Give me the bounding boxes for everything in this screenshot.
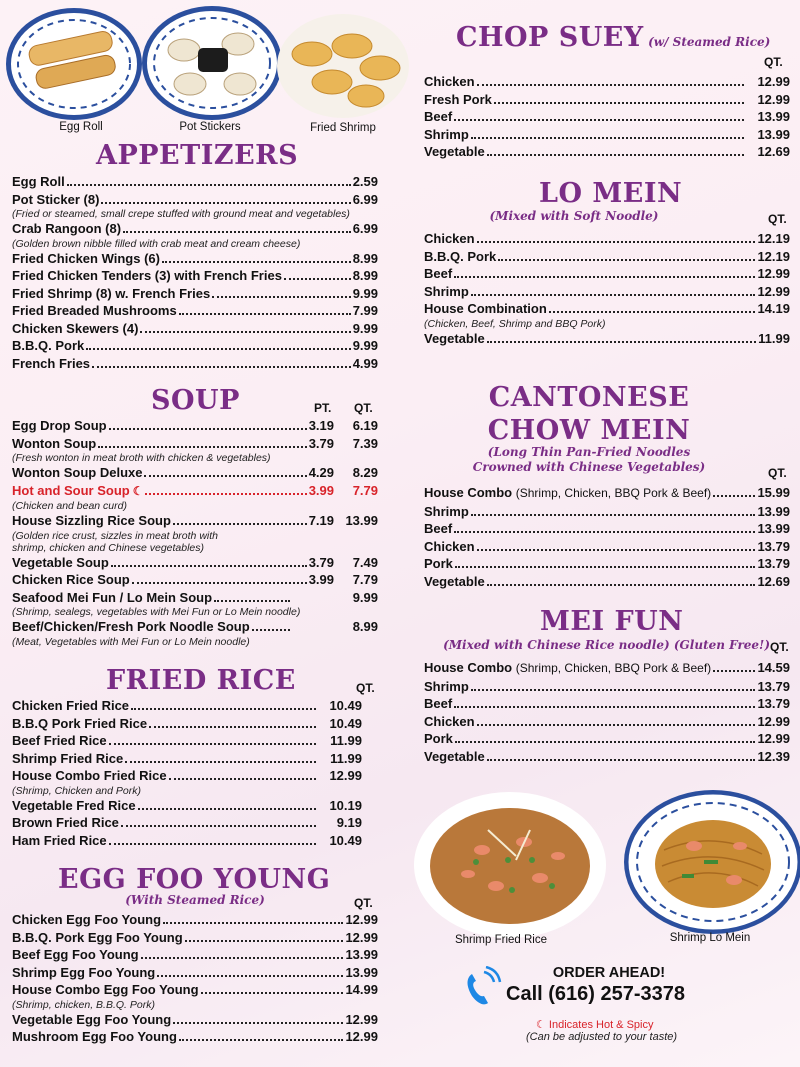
menu-item: Beef 12.99: [424, 266, 790, 281]
menu-item: Vegetable 12.69: [424, 573, 790, 589]
menu-item: House Combination 14.19: [424, 301, 790, 316]
menu-item: Mushroom Egg Foo Young 12.99: [12, 1029, 378, 1044]
mei-fun-title: MEI FUN: [540, 606, 684, 637]
soup-section: [12, 385, 378, 648]
menu-item: Beef Egg Foo Young 13.99: [12, 947, 378, 962]
appetizers-section: [12, 140, 378, 371]
menu-item: Chicken 12.19: [424, 231, 790, 246]
menu-item: House Combo (Shrimp, Chicken, BBQ Pork & Beef) 14.59: [424, 660, 790, 675]
shrimp-fried-rice-photo: [412, 790, 608, 940]
item-note: (Meat, Vegetables with Mei Fun or Lo Mein noodle): [12, 635, 250, 648]
menu-item: Egg Drop Soup 3.19 6.19: [12, 418, 378, 433]
menu-item: Shrimp Fried Rice 11.99: [12, 750, 362, 766]
pepper-icon: ☾: [536, 1019, 549, 1031]
lo-mein-title: LO MEIN: [539, 178, 683, 209]
cantonese-title-1: CANTONESE: [488, 382, 690, 413]
shrimp-lo-mein-photo: [624, 790, 800, 934]
soup-list: [12, 417, 378, 648]
fried-rice-title: FRIED RICE: [106, 665, 296, 696]
menu-item: Chicken Egg Foo Young 12.99: [12, 912, 378, 927]
phone-icon: [462, 966, 502, 1008]
pot-stickers-caption: Pot Stickers: [179, 121, 241, 133]
pepper-icon: ☾: [132, 483, 144, 498]
mei-fun-list: [424, 659, 790, 765]
item-note: (Golden brown nibble filled with crab meat and cream cheese): [12, 237, 301, 250]
menu-item: Beef 13.99: [424, 521, 790, 536]
menu-item: House Sizzling Rice Soup 7.19 13.99: [12, 513, 378, 528]
fried-shrimp-caption: Fried Shrimp: [310, 122, 376, 134]
fried-rice-section: [12, 665, 378, 848]
menu-item: Beef 13.79: [424, 696, 790, 711]
menu-item: Shrimp 13.79: [424, 678, 790, 694]
egg-roll-caption: Egg Roll: [59, 121, 103, 133]
mei-fun-subtitle: (Mixed with Chinese Rice noodle) (Gluten Free!): [443, 638, 770, 652]
menu-item: Wonton Soup Deluxe 4.29 8.29: [12, 465, 378, 480]
menu-item: Vegetable Soup 3.79 7.49: [12, 554, 378, 570]
appetizers-title: APPETIZERS: [96, 140, 299, 171]
item-note: (Chicken and bean curd): [12, 500, 127, 512]
cantonese-title-2: CHOW MEIN: [487, 415, 691, 446]
cantonese-list: [424, 484, 790, 590]
egg-foo-young-list: [12, 911, 378, 1046]
menu-item: Chicken Fried Rice 10.49: [12, 698, 362, 713]
appetizers-list: [12, 173, 378, 372]
chop-suey-subtitle: (w/ Steamed Rice): [648, 35, 771, 49]
menu-item: Chicken 13.79: [424, 538, 790, 554]
menu-item: House Combo Egg Foo Young 14.99: [12, 982, 378, 997]
chop-suey-list: [424, 73, 790, 161]
menu-item: Beef 13.99: [424, 109, 790, 124]
item-note: (Shrimp, Chicken and Pork): [12, 784, 141, 797]
menu-item: Fried Chicken Tenders (3) with French Fries 8.99: [12, 268, 378, 283]
cantonese-subtitle-1: (Long Thin Pan-Fried Noodles: [487, 445, 691, 459]
item-note: shrimp, chicken and Chinese vegetables): [12, 541, 205, 554]
mei-fun-section: [424, 606, 790, 764]
menu-item: Egg Roll 2.59: [12, 174, 378, 189]
menu-item: Shrimp 12.99: [424, 283, 790, 299]
menu-item: Vegetable Fred Rice 10.19: [12, 797, 362, 813]
menu-item: Shrimp Egg Foo Young 13.99: [12, 964, 378, 980]
menu-item: Pork 13.79: [424, 556, 790, 571]
menu-item: Chicken Skewers (4) 9.99: [12, 320, 378, 336]
soup-pt-header: PT.: [314, 401, 332, 415]
menu-item: Pot Sticker (8) 6.99: [12, 191, 378, 207]
item-note: (Shrimp, chicken, B.B.Q. Pork): [12, 998, 155, 1011]
chop-suey-qt-header: QT.: [764, 55, 783, 69]
chop-suey-heading: [424, 24, 790, 51]
item-note: (Golden rice crust, sizzles in meat broth with: [12, 529, 218, 542]
lo-mein-qt-header: QT.: [768, 212, 787, 226]
cantonese-qt-header: QT.: [768, 466, 787, 480]
mei-fun-qt-header: QT.: [770, 640, 789, 654]
cantonese-section: [424, 382, 790, 589]
shrimp-fried-rice-caption: Shrimp Fried Rice: [454, 934, 548, 946]
fried-rice-list: [12, 697, 362, 849]
item-note: (Chicken, Beef, Shrimp and BBQ Pork): [424, 317, 606, 330]
adjust-note: (Can be adjusted to your taste): [526, 1031, 678, 1043]
menu-item: Fried Chicken Wings (6) 8.99: [12, 250, 378, 266]
menu-item: Shrimp 13.99: [424, 126, 790, 142]
chop-suey-section: [424, 22, 790, 159]
menu-item: Pork 12.99: [424, 731, 790, 746]
egg-foo-young-subtitle: (With Steamed Rice): [125, 893, 265, 907]
menu-item: Chicken Rice Soup 3.99 7.79: [12, 572, 378, 587]
menu-item: B.B.Q. Pork 9.99: [12, 338, 378, 353]
menu-item: Brown Fried Rice 9.19: [12, 815, 362, 830]
menu-item: B.B.Q Pork Fried Rice 10.49: [12, 715, 362, 731]
item-note: (Shrimp, sealegs, vegetables with Mei Fun or Lo Mein noodle): [12, 606, 301, 618]
fried-rice-qt-header: QT.: [356, 681, 375, 695]
menu-item: Fried Breaded Mushrooms 7.99: [12, 303, 378, 318]
menu-item: House Combo Fried Rice 12.99: [12, 768, 362, 783]
menu-item: Beef Fried Rice 11.99: [12, 733, 362, 748]
fried-shrimp-photo: [274, 10, 412, 122]
menu-item: Seafood Mei Fun / Lo Mein Soup 9.99: [12, 589, 378, 605]
menu-item: Ham Fried Rice 10.49: [12, 832, 362, 848]
chop-suey-title: CHOP SUEY: [456, 22, 644, 53]
menu-item: B.B.Q. Pork 12.19: [424, 248, 790, 264]
pot-stickers-photo: [142, 6, 282, 120]
menu-item: French Fries 4.99: [12, 355, 378, 371]
egg-foo-young-section: [12, 864, 378, 1044]
menu-item: Chicken 12.99: [424, 713, 790, 729]
lo-mein-section: [424, 178, 790, 346]
hot-spicy-note: ☾ Indicates Hot & Spicy: [536, 1019, 654, 1031]
menu-item: Beef/Chicken/Fresh Pork Noodle Soup 8.99: [12, 619, 378, 634]
menu-item-hot: Hot and Sour Soup ☾ 3.99 7.79: [12, 482, 378, 501]
item-note: (Fresh wonton in meat broth with chicken & vegetables): [12, 452, 271, 464]
menu-item: House Combo (Shrimp, Chicken, BBQ Pork & Beef) 15.99: [424, 485, 790, 500]
menu-item: B.B.Q. Pork Egg Foo Young 12.99: [12, 929, 378, 945]
egg-foo-young-title: EGG FOO YOUNG: [58, 864, 331, 895]
menu-item: Vegetable 12.69: [424, 144, 790, 159]
phone-number[interactable]: Call (616) 257-3378: [506, 983, 686, 1005]
menu-item: Vegetable 12.39: [424, 748, 790, 764]
soup-qt-header: QT.: [354, 401, 373, 415]
lo-mein-subtitle: (Mixed with Soft Noodle): [489, 209, 659, 223]
menu-item: Chicken 12.99: [424, 74, 790, 89]
shrimp-lo-mein-caption: Shrimp Lo Mein: [669, 932, 751, 944]
menu-item: Fresh Pork 12.99: [424, 91, 790, 107]
menu-item: Wonton Soup 3.79 7.39: [12, 435, 378, 451]
order-ahead-label: ORDER AHEAD!: [552, 965, 666, 981]
egg-foo-young-qt-header: QT.: [354, 896, 373, 910]
soup-title: SOUP: [151, 385, 240, 416]
egg-roll-photo: [6, 8, 142, 120]
menu-item: Fried Shrimp (8) w. French Fries 9.99: [12, 285, 378, 301]
cantonese-subtitle-2: Crowned with Chinese Vegetables): [472, 460, 706, 474]
item-note: (Fried or steamed, small crepe stuffed with ground meat and vegetables): [12, 208, 350, 220]
menu-item: Vegetable 11.99: [424, 330, 790, 346]
menu-item: Crab Rangoon (8) 6.99: [12, 221, 378, 236]
menu-item: Vegetable Egg Foo Young 12.99: [12, 1011, 378, 1027]
lo-mein-list: [424, 230, 790, 347]
menu-item: Shrimp 13.99: [424, 503, 790, 519]
